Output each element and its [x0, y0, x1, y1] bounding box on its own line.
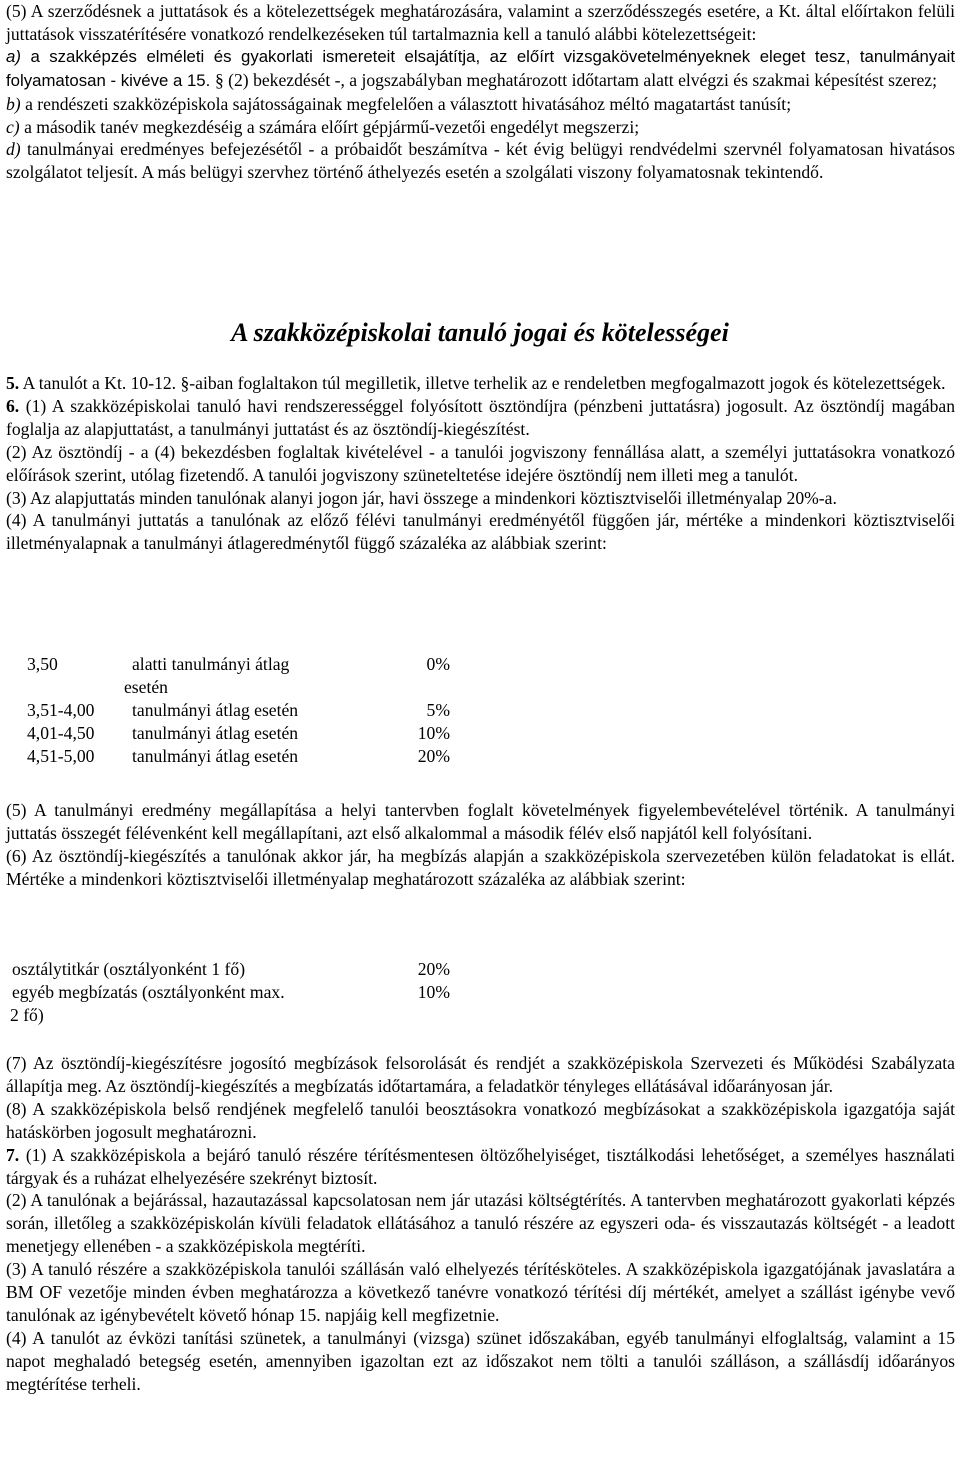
grade-pct: 0% [426, 654, 450, 674]
role-pct: 10% [417, 982, 450, 1002]
grade-desc-cont: esetén [124, 677, 168, 697]
para-6-6: (6) Az ösztöndíj-kiegészítés a tanulónak akkor jár, ha megbízás alapján a szakközépiskola szervezetében külön feladatokat is ellát. Mértéke a mindenkori köztisztviselői illetményalap meghatározott százaléka az alábbiak szerint: [6, 845, 955, 889]
item-a-label: a) [6, 46, 21, 66]
grade-desc: alatti tanulmányi átlag [132, 654, 290, 674]
item-c [6, 116, 955, 139]
grade-pct: 20% [417, 746, 450, 766]
item-a-text: a szakképzés elméleti és gyakorlati ismereteit elsajátítja, az előírt vizsgakövetelményeknek eleget tesz, tanulmányait folyamatosan - kivéve a 15. [6, 46, 956, 90]
para-7-num: 7. [6, 1144, 20, 1165]
table-row [27, 745, 457, 768]
grade-range: 3,51-4,00 [27, 700, 95, 720]
grade-range: 4,51-5,00 [27, 746, 95, 766]
top-section [6, 0, 955, 184]
item-c-text: a második tanév megkezdéséig a számára előírt gépjármű-vezetői engedélyt megszerzi; [24, 116, 640, 137]
grade-range: 3,50 [27, 654, 58, 674]
grade-range: 4,01-4,50 [27, 723, 95, 743]
item-d [6, 138, 955, 184]
para-6-2: (2) Az ösztöndíj - a (4) bekezdésben foglaltak kivételével - a tanulói jogviszony fennállása alatt, a személyi juttatásokra vonatkozó előírások szerint, utólag fizetendő. A tanulói jogviszony szüneteltetése idejére ösztöndíj nem illeti meg a tanulót. [6, 441, 955, 485]
role-name: osztálytitkár (osztályonként 1 fő) [12, 959, 246, 979]
table-row [10, 958, 460, 981]
para-6-3: (3) Az alapjuttatás minden tanulónak alanyi jogon jár, havi összege a mindenkori köztisztviselői illetményalap 20%-a. [6, 487, 837, 508]
grade-pct: 10% [417, 723, 450, 743]
grade-table [27, 653, 457, 768]
table-row [27, 699, 457, 722]
para-7-4: (4) A tanulót az évközi tanítási szünetek, a tanulmányi (vizsga) szünet időszakában, egyéb tanulmányi elfoglaltság, valamint a 15 napot meghaladó betegség esetén, amennyiben igazoltan ezt az időszakot nem tölti a tanulói szálláson, a szállásdíj időarányos megtérítése terheli. [6, 1327, 955, 1394]
para-6-7-onward [6, 1052, 955, 1396]
section-sign: § [214, 69, 224, 90]
item-b-text: a rendészeti szakközépiskola sajátosságainak megfelelően a választott hivatásához méltó magatartást tanúsít; [25, 93, 792, 114]
table-row [27, 653, 457, 676]
item-d-label: d) [6, 139, 21, 160]
table-row [27, 722, 457, 745]
role-name: egyéb megbízatás (osztályonként max. [12, 982, 285, 1002]
para-5-num: 5. [6, 373, 20, 393]
table-row [27, 676, 457, 699]
para-7-3: (3) A tanuló részére a szakközépiskola tanulói szállásán való elhelyezés térítésköteles. A szakközépiskola igazgatójának javaslatára a BM OF vezetője minden évben meghatározza a következő tanévre vonatkozó térítési díj mértékét, amelyet a szállást igénybe vevő tanulónak az igénybevételt követő hónap 15. napjáig kell megfizetnie. [6, 1259, 955, 1325]
para-6-5-6-block [6, 799, 955, 891]
para-7-1 [6, 1144, 955, 1190]
para-6-4: (4) A tanulmányi juttatás a tanulónak az előző félévi tanulmányi eredményétől függően jár, mértéke a mindenkori köztisztviselői illetményalapnak a tanulmányi átlageredménytől függő százaléka az alábbiak szerint: [6, 510, 955, 554]
role-name-cont: 2 fő) [10, 1005, 44, 1025]
item-d-text: tanulmányai eredményes befejezésétől - a próbaidőt beszámítva - két évig belügyi rendvédelmi szervnél folyamatosan hivatásos szolgálatot teljesít. A más belügyi szervhez történő áthelyezés esetén a szolgálati viszony folyamatosnak tekintendő. [6, 139, 955, 183]
para-6-1 [6, 395, 955, 441]
para-5 [6, 372, 955, 395]
item-a-tail: (2) bekezdését -, a jogszabályban meghatározott időtartam alatt elvégzi és szakmai képesítést szerez; [228, 69, 937, 90]
table-row [10, 1004, 460, 1027]
paragraph-5-contract: (5) A szerződésnek a juttatások és a kötelezettségek meghatározására, valamint a szerződésszegés esetére, a Kt. által előírtakon felüli juttatások visszatérítésére vonatkozó rendelkezéseken túl tartalmaznia kell a tanuló alábbi kötelezettségeit: [6, 1, 955, 44]
para-6-num: 6. [6, 395, 20, 416]
para-6-8: (8) A szakközépiskola belső rendjének megfelelő tanulói beosztásokra vonatkozó megbízásokat a szakközépiskola igazgatója saját hatáskörben jogosult meghatározni. [6, 1098, 955, 1142]
item-c-label: c) [6, 116, 20, 137]
para-5-pre: A tanulót a Kt. 10-12. [22, 373, 177, 393]
section-heading: A szakközépiskolai tanuló jogai és kötelességei [231, 318, 729, 347]
table-row [10, 981, 460, 1004]
section-sign: § [180, 373, 190, 393]
para-7-1-text: (1) A szakközépiskola a bejáró tanuló részére térítésmentesen öltözőhelyiséget, tisztálkodási lehetőséget, a személyes használati tárgyak és a ruházat elhelyezésére szekrényt biztosít. [6, 1144, 955, 1188]
grade-desc: tanulmányi átlag esetén [132, 746, 299, 766]
para-5-post: -aiban foglaltakon túl megilletik, illetve terhelik az e rendeletben megfogalmazott jogok és kötelezettségek. [189, 373, 946, 393]
para-5-6-block [6, 372, 955, 555]
para-6-7: (7) Az ösztöndíj-kiegészítésre jogosító megbízások felsorolását és rendjét a szakközépiskola Szervezeti és Működési Szabályzata állapítja meg. Az ösztöndíj-kiegészítés a megbízatás időtartamára, a feladatkör tényleges ellátásával időarányosan jár. [6, 1053, 955, 1096]
para-6-1-text: (1) A szakközépiskolai tanuló havi rendszerességgel folyósított ösztöndíjra (pénzbeni juttatásra) jogosult. Az ösztöndíj magában foglalja az alapjuttatást, a tanulmányi juttatást és az ösztöndíj-kiegészítést. [6, 395, 955, 439]
item-b [6, 93, 955, 116]
grade-pct: 5% [426, 700, 450, 720]
grade-desc: tanulmányi átlag esetén [132, 700, 299, 720]
item-b-label: b) [6, 93, 21, 114]
para-6-5: (5) A tanulmányi eredmény megállapítása a helyi tantervben foglalt követelmények figyelembevételével történik. A tanulmányi juttatás összegét félévenként kell megállapítani, azt első alkalommal a második félév első napjától kell folyósítani. [6, 800, 955, 843]
item-a [6, 46, 955, 93]
para-7-2: (2) A tanulónak a bejárással, hazautazással kapcsolatosan nem jár utazási költségtérítés. A tantervben meghatározott gyakorlati képzés során, illetőleg a szakközépiskolán kívüli feladatok ellátásához a tanuló részére az egyszeri oda- és visszautazás költségét - a leadott menetjegy ellenében - a szakközépiskola megtéríti. [6, 1190, 955, 1257]
role-pct: 20% [417, 959, 450, 979]
grade-desc: tanulmányi átlag esetén [132, 723, 299, 743]
role-table [10, 958, 460, 1027]
